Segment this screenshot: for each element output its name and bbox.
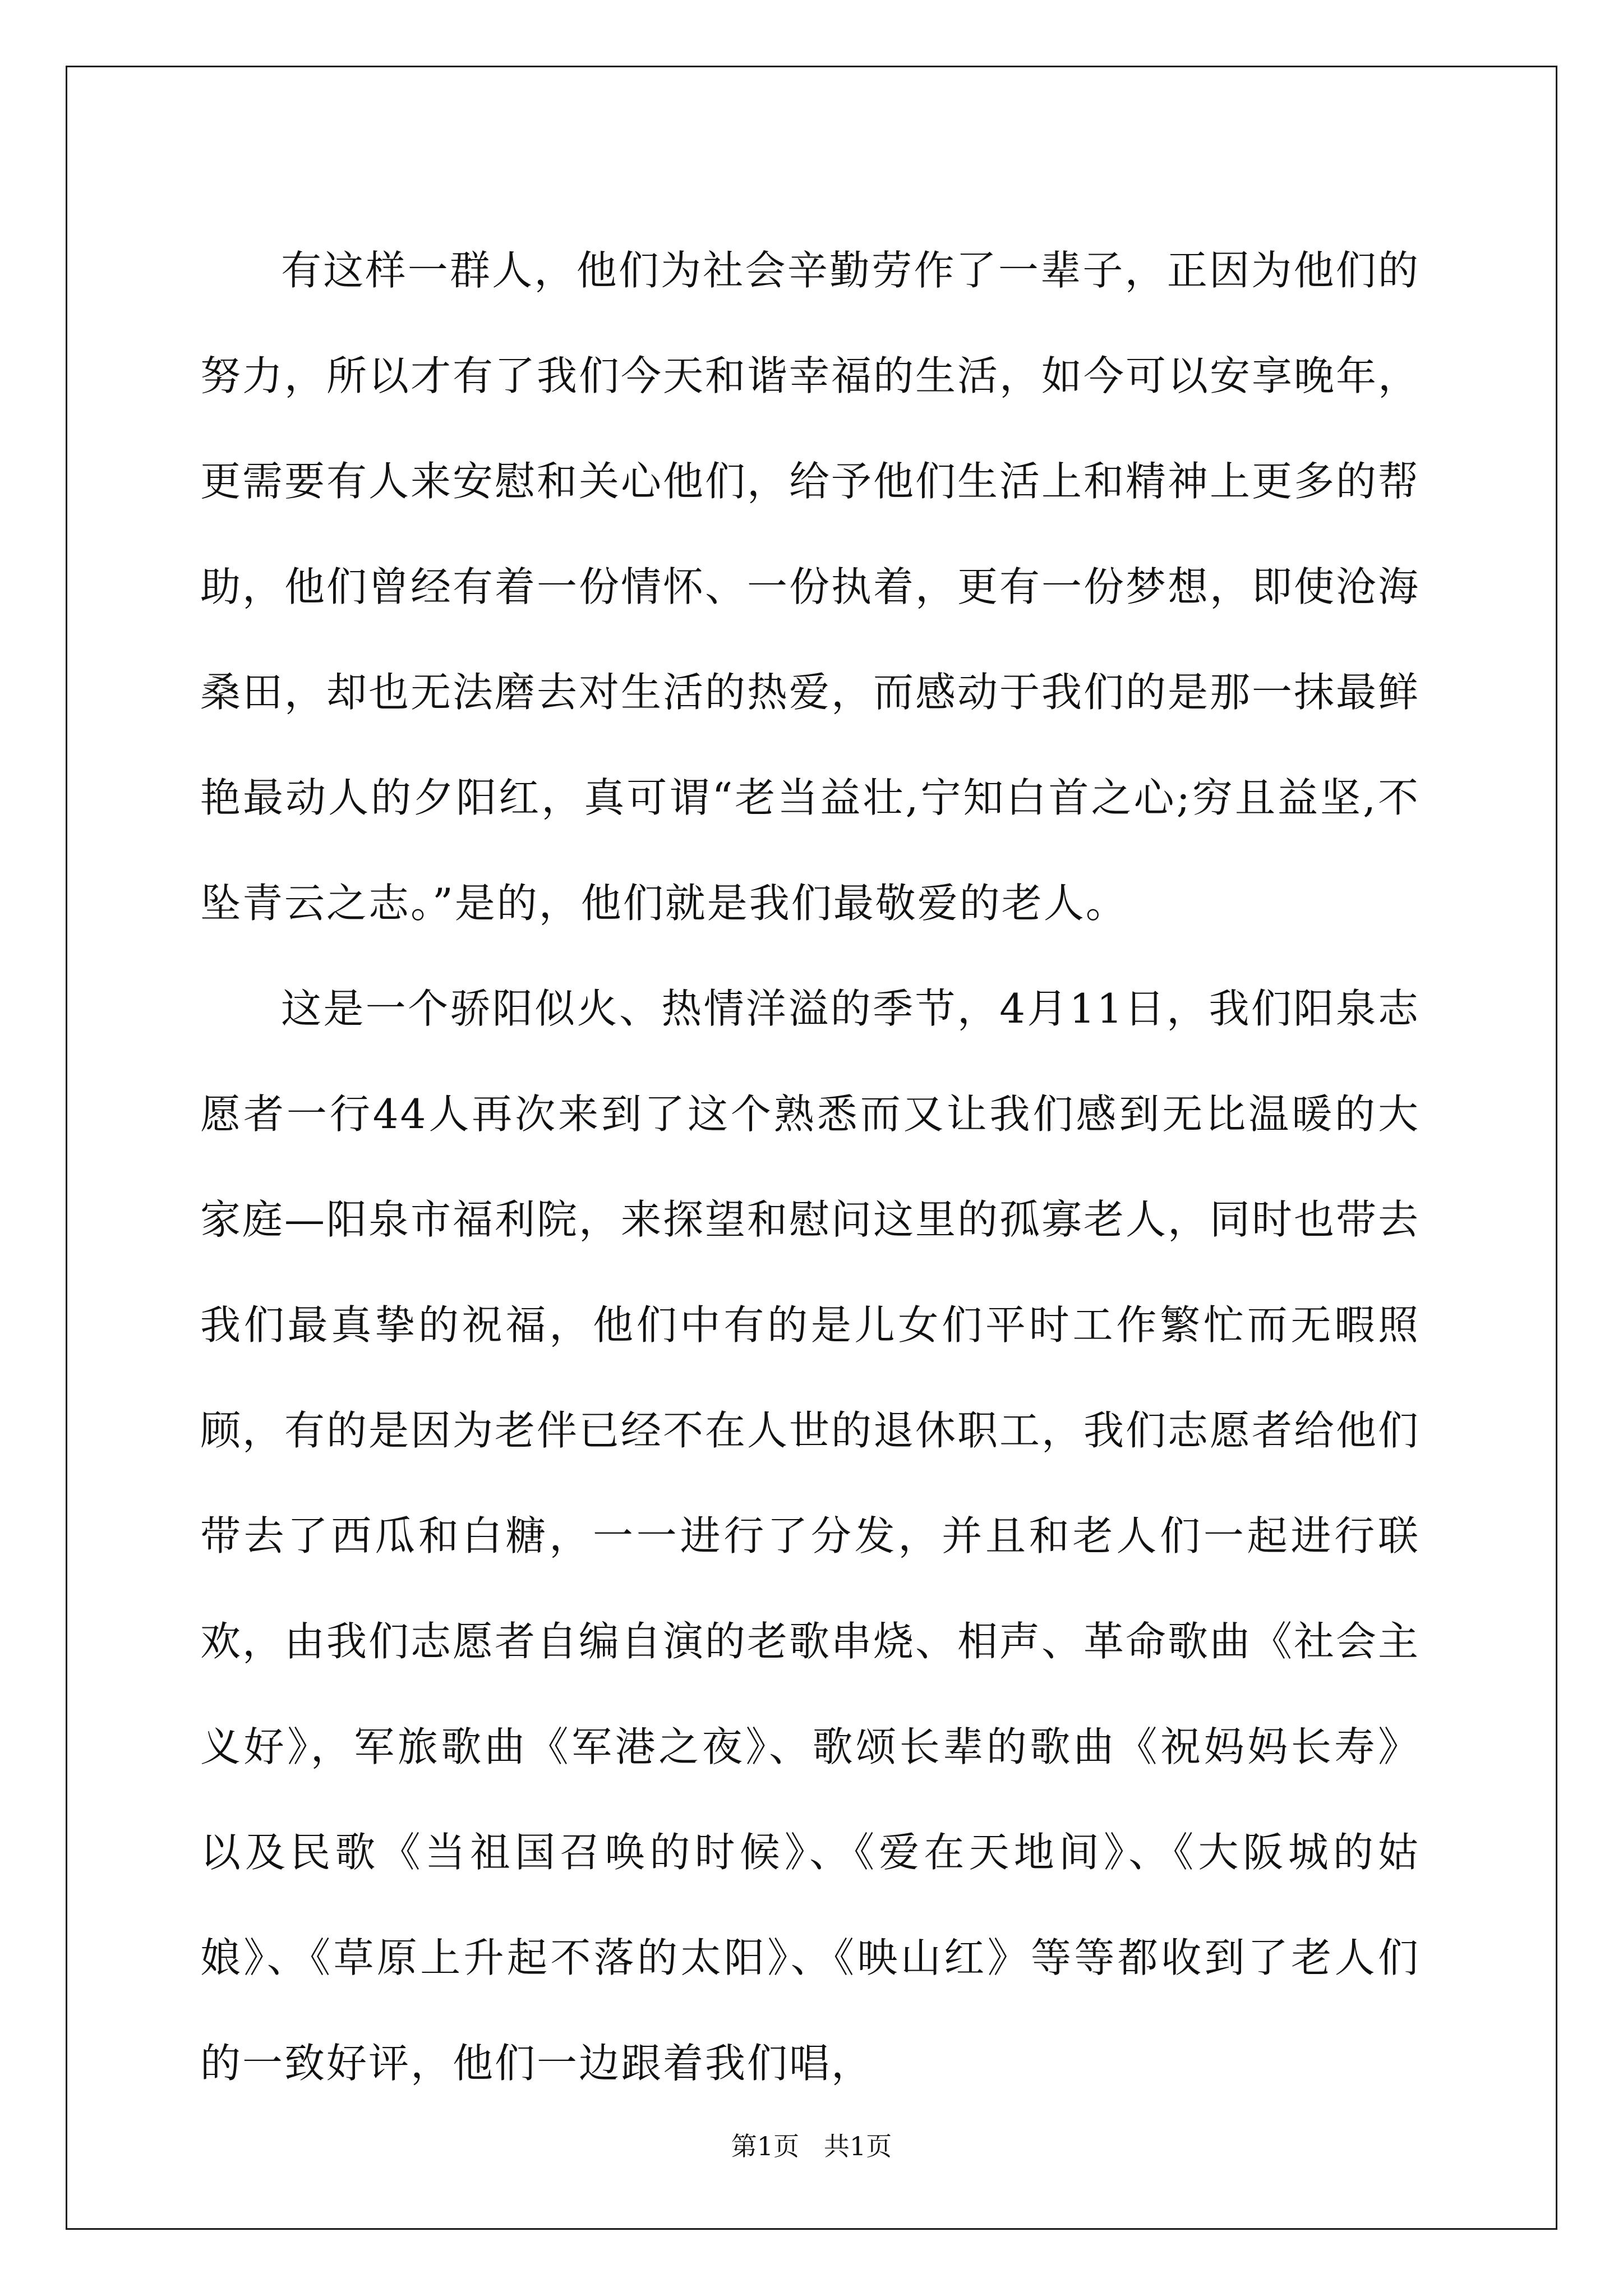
paragraph-1: 有这样一群人，他们为社会辛勤劳作了一辈子，正因为他们的努力，所以才有了我们今天和谐幸福的生活，如今可以安享晚年，更需要有人来安慰和关心他们，给予他们生活上和精神上更多的帮助，他们曾经有着一份情怀、一份执着，更有一份梦想，即使沧海桑田，却也无法磨去对生活的热爱，而感动于我们的是那一抹最鲜艳最动人的夕阳红，真可谓“老当益壮,宁知白首之心;穷且益坚,不坠青云之志。”是的，他们就是我们最敬爱的老人。 — [200, 247, 1421, 927]
paragraph-2: 这是一个骄阳似火、热情洋溢的季节，4月11日，我们阳泉志愿者一行44人再次来到了这个熟悉而又让我们感到无比温暖的大家庭—阳泉市福利院，来探望和慰问这里的孤寡老人，同时也带去我们最真挚的祝福，他们中有的是儿女们平时工作繁忙而无暇照顾，有的是因为老伴已经不在人世的退休职工，我们志愿者给他们带去了西瓜和白糖，一一进行了分发，并且和老人们一起进行联欢，由我们志愿者自编自演的老歌串烧、相声、革命歌曲《社会主义好》，军旅歌曲《军港之夜》、歌颂长辈的歌曲《祝妈妈长寿》以及民歌《当祖国召唤的时候》、《爱在天地间》、《大阪城的姑娘》、《草原上升起不落的太阳》、《映山红》等等都收到了老人们的一致好评，他们一边跟着我们唱， — [200, 985, 1421, 2087]
document-body — [200, 218, 1420, 2116]
page-number-footer: 第1页 共1页 — [731, 2131, 892, 2161]
